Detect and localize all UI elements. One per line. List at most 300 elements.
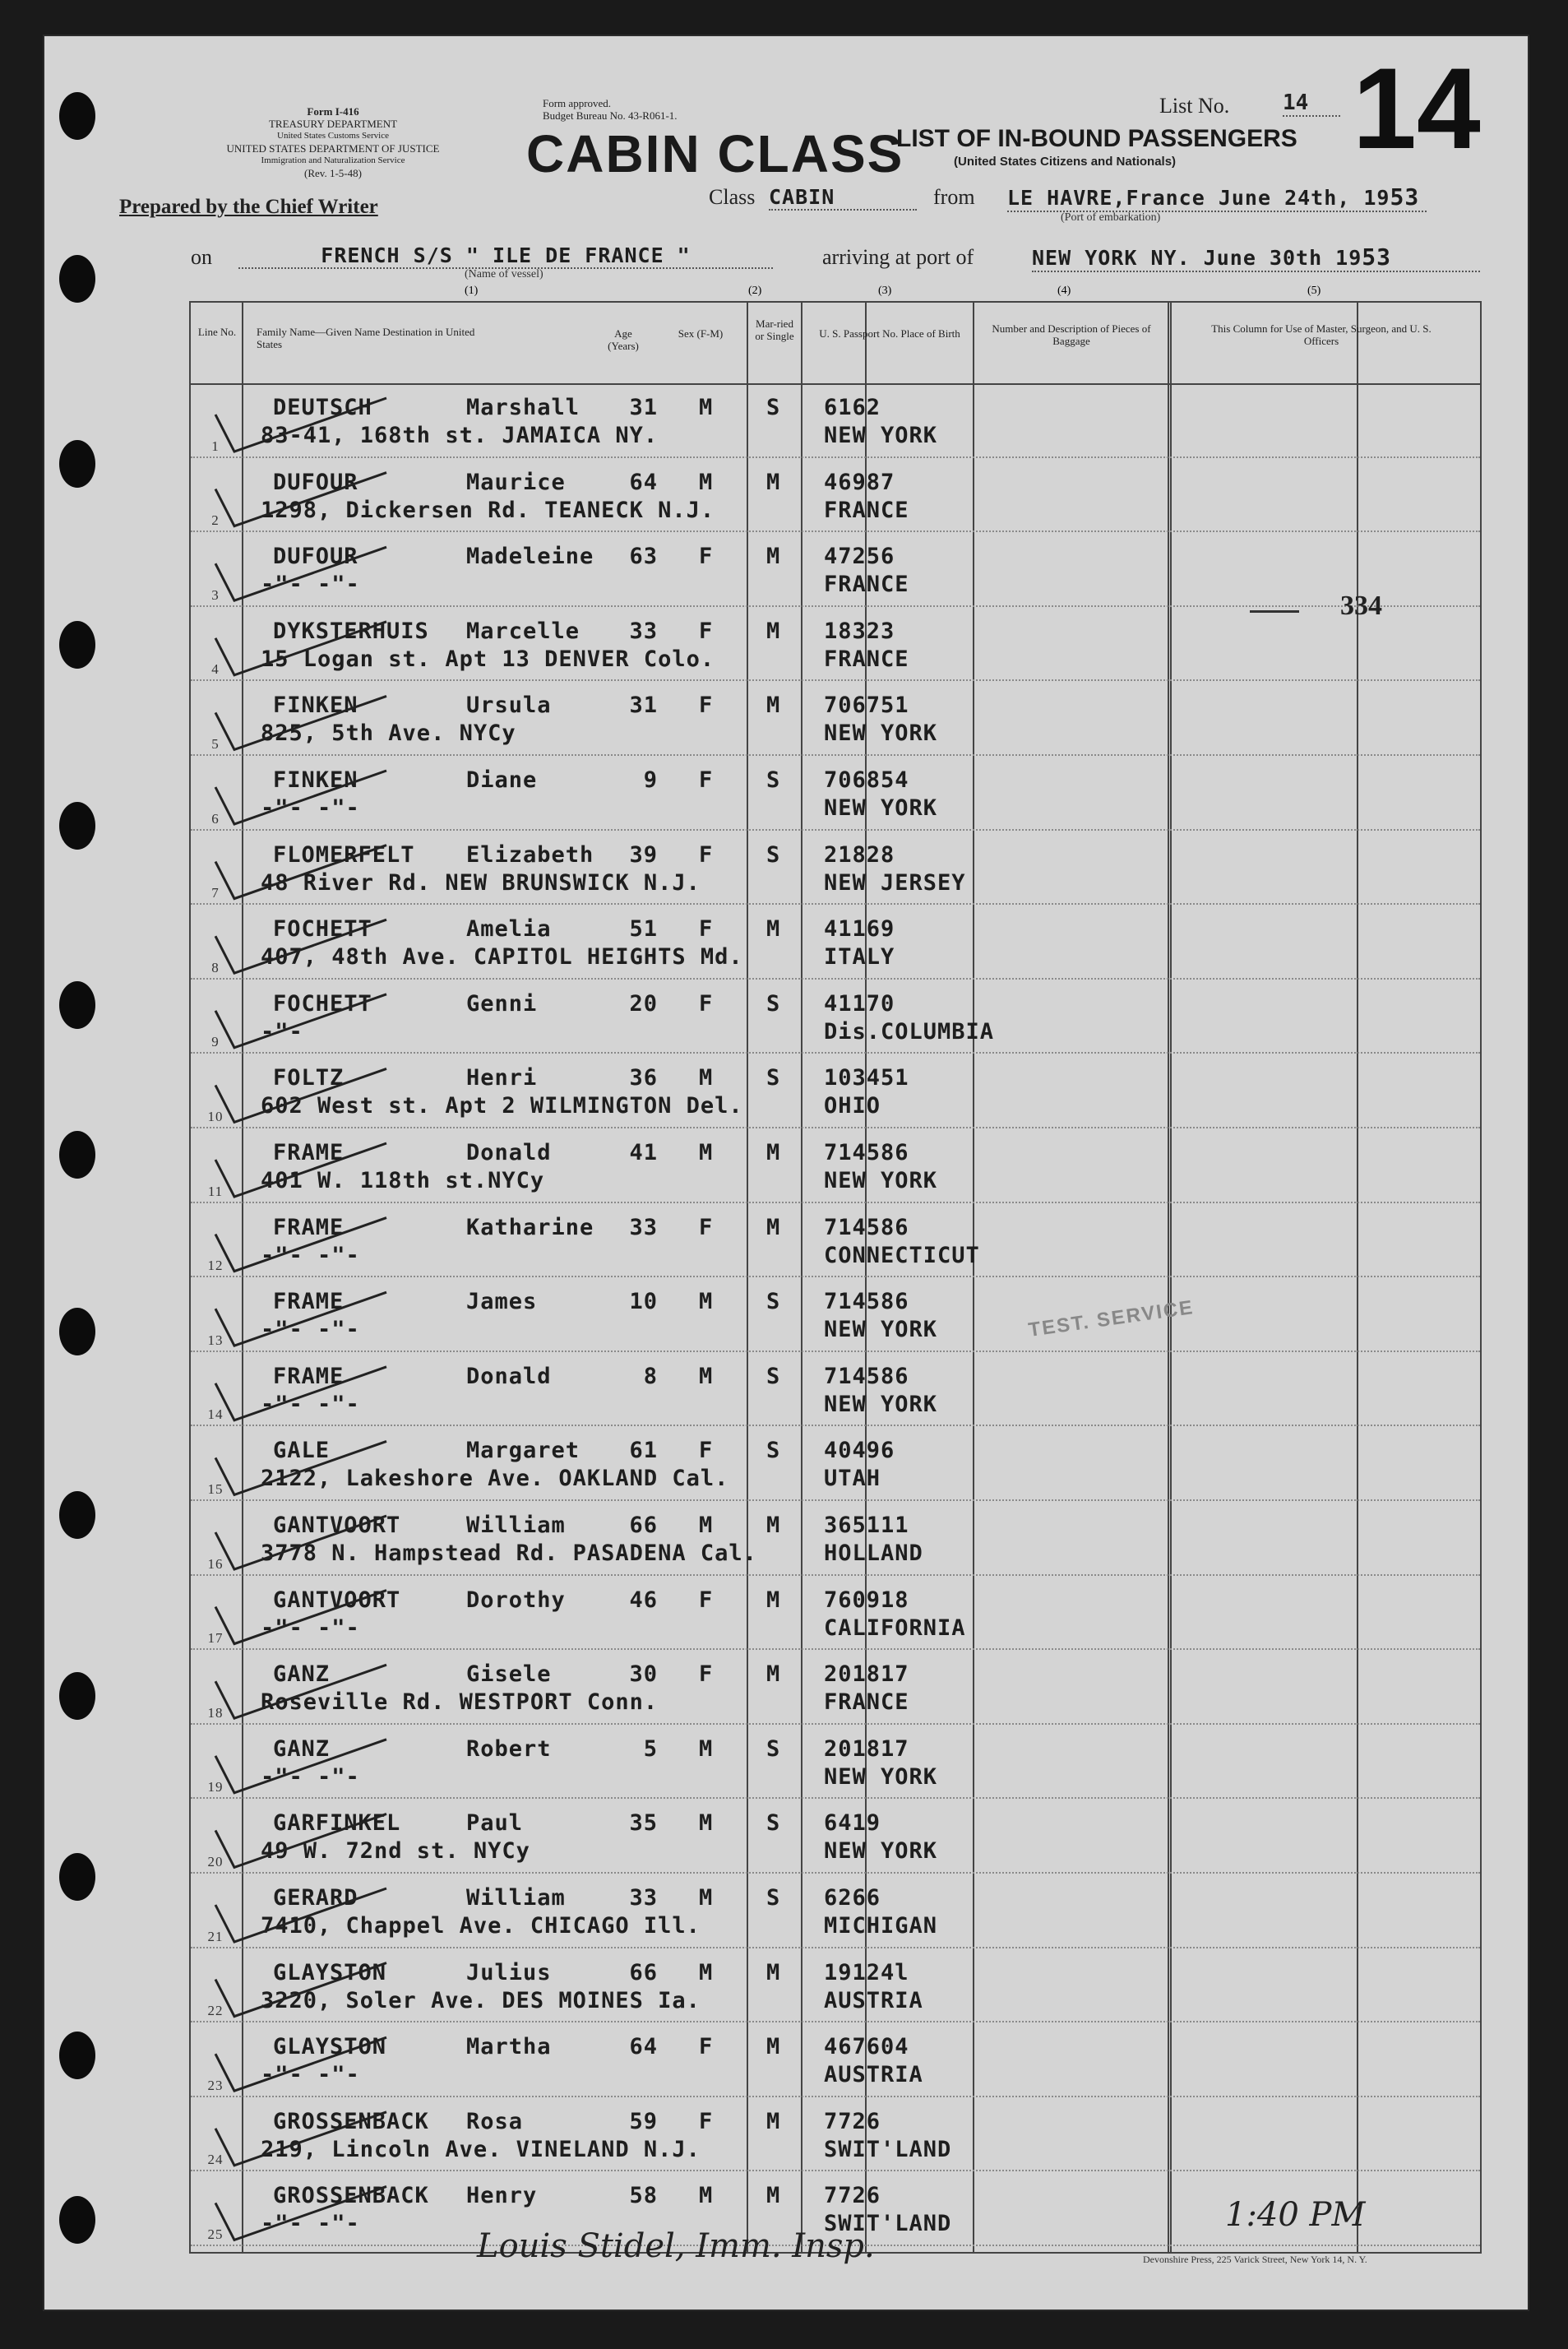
- family-name: DUFOUR: [273, 544, 358, 570]
- table-row: [191, 1501, 1480, 1576]
- destination-address: -"- -"-: [261, 1615, 360, 1641]
- age: 31: [629, 395, 658, 420]
- binder-hole: [59, 981, 95, 1029]
- from-year: 53: [1390, 183, 1420, 211]
- destination-address: 219, Lincoln Ave. VINELAND N.J.: [261, 2136, 701, 2162]
- place-of-birth: FRANCE: [824, 572, 909, 598]
- age: 9: [643, 767, 658, 793]
- destination-address: -"- -"-: [261, 1763, 360, 1790]
- age: 58: [629, 2183, 658, 2209]
- passport-number: 6162: [824, 395, 881, 420]
- marital-status: S: [766, 1289, 781, 1315]
- place-of-birth: NEW JERSEY: [824, 869, 966, 896]
- given-name: Ursula: [466, 693, 552, 719]
- given-name: Paul: [466, 1810, 524, 1837]
- destination-address: -"- -"-: [261, 1317, 360, 1343]
- age: 59: [629, 2108, 658, 2134]
- line-number: 7: [211, 885, 220, 901]
- col-num-4: (4): [1057, 285, 1071, 297]
- given-name: William: [466, 1885, 566, 1911]
- given-name: William: [466, 1513, 566, 1538]
- age: 64: [629, 469, 658, 495]
- binder-hole: [59, 255, 95, 303]
- given-name: Maurice: [466, 469, 566, 495]
- age: 33: [629, 1214, 658, 1240]
- given-name: Rosa: [466, 2108, 524, 2134]
- vessel-value: FRENCH S/S " ILE DE FRANCE ": [238, 243, 773, 269]
- table-row: [191, 1948, 1480, 2023]
- family-name: FOLTZ: [273, 1065, 345, 1091]
- passport-number: 7726: [824, 2108, 881, 2134]
- age: 30: [629, 1661, 658, 1688]
- table-row: [191, 1725, 1480, 1800]
- passport-number: 201817: [824, 1735, 909, 1762]
- place-of-birth: CONNECTICUT: [824, 1242, 980, 1268]
- given-name: James: [466, 1289, 538, 1315]
- marital-status: M: [766, 2034, 781, 2060]
- passport-number: 46987: [824, 469, 895, 495]
- place-of-birth: FRANCE: [824, 1689, 909, 1716]
- line-number: 16: [207, 1555, 224, 1572]
- sex: F: [699, 618, 714, 644]
- marital-status: M: [766, 1959, 781, 1985]
- destination-address: 401 W. 118th st.NYCy: [261, 1168, 545, 1193]
- inspector-signature: Louis Stidel, Imm. Insp.: [477, 2227, 875, 2265]
- passport-number: 41170: [824, 990, 895, 1017]
- given-name: Robert: [466, 1735, 552, 1762]
- sex: F: [699, 1214, 714, 1240]
- passport-number: 201817: [824, 1661, 909, 1688]
- given-name: Margaret: [466, 1438, 580, 1464]
- inspection-time: 1:40 PM: [1225, 2196, 1366, 2234]
- family-name: DUFOUR: [273, 469, 358, 495]
- place-of-birth: UTAH: [824, 1466, 881, 1492]
- big-list-number: 14: [1353, 44, 1481, 173]
- age: 46: [629, 1587, 658, 1613]
- place-of-birth: FRANCE: [824, 497, 909, 523]
- arriving-label: arriving at port of: [822, 245, 974, 269]
- officer-number: 334: [1340, 591, 1382, 621]
- family-name: DYKSTERHUIS: [273, 618, 429, 644]
- age: 63: [629, 544, 658, 570]
- family-name: FRAME: [273, 1140, 345, 1165]
- marital-status: S: [766, 1735, 781, 1762]
- age: 51: [629, 916, 658, 943]
- table-row: [191, 2097, 1480, 2172]
- table-row: [191, 681, 1480, 756]
- arrival-port-date: NEW YORK NY. June 30th 19: [1032, 246, 1362, 270]
- sex: F: [699, 841, 714, 868]
- passport-number: 6419: [824, 1810, 881, 1837]
- passport-number: 714586: [824, 1140, 909, 1165]
- table-row: [191, 2022, 1480, 2097]
- sex: M: [699, 1289, 714, 1315]
- line-number: 11: [207, 1183, 224, 1199]
- age: 41: [629, 1140, 658, 1165]
- treasury-label: TREASURY DEPARTMENT: [268, 118, 398, 130]
- table-row: [191, 831, 1480, 906]
- binder-hole: [59, 440, 95, 488]
- passport-number: 19124l: [824, 1959, 909, 1985]
- place-of-birth: NEW YORK: [824, 1317, 938, 1343]
- table-row: [191, 1426, 1480, 1501]
- marital-status: M: [766, 1214, 781, 1240]
- col-num-5: (5): [1307, 285, 1321, 297]
- table-row: [191, 1352, 1480, 1427]
- class-value: CABIN: [769, 185, 917, 211]
- place-of-birth: NEW YORK: [824, 1168, 938, 1193]
- given-name: Henry: [466, 2183, 538, 2209]
- form-number: Form I-416: [307, 105, 359, 118]
- from-value: [1007, 183, 1427, 212]
- rev-label: (Rev. 1-5-48): [304, 167, 362, 179]
- justice-label: UNITED STATES DEPARTMENT OF JUSTICE: [226, 142, 440, 155]
- list-number-label: List No.: [1159, 94, 1230, 118]
- form-approval-block: [543, 97, 678, 122]
- destination-address: 825, 5th Ave. NYCy: [261, 720, 516, 747]
- given-name: Elizabeth: [466, 841, 594, 868]
- sex: F: [699, 1587, 714, 1613]
- passport-number: 47256: [824, 544, 895, 570]
- line-number: 18: [207, 1704, 224, 1721]
- table-row: [191, 1128, 1480, 1203]
- family-name: GARFINKEL: [273, 1810, 401, 1837]
- sex: F: [699, 1438, 714, 1464]
- family-name: FRAME: [273, 1214, 345, 1240]
- age: 35: [629, 1810, 658, 1837]
- passport-number: 760918: [824, 1587, 909, 1613]
- table-row: [191, 458, 1480, 533]
- passport-number: 18323: [824, 618, 895, 644]
- passport-number: 714586: [824, 1363, 909, 1389]
- passport-number: 706751: [824, 693, 909, 719]
- place-of-birth: SWIT'LAND: [824, 2136, 952, 2162]
- given-name: Donald: [466, 1363, 552, 1389]
- destination-address: -"- -"-: [261, 795, 360, 821]
- binder-hole: [59, 1672, 95, 1720]
- given-name: Genni: [466, 990, 538, 1017]
- age: 61: [629, 1438, 658, 1464]
- given-name: Donald: [466, 1140, 552, 1165]
- destination-address: 48 River Rd. NEW BRUNSWICK N.J.: [261, 869, 701, 896]
- marital-status: M: [766, 544, 781, 570]
- marital-status: S: [766, 990, 781, 1017]
- table-row: [191, 1054, 1480, 1128]
- place-of-birth: NEW YORK: [824, 423, 938, 448]
- sex: F: [699, 693, 714, 719]
- line-number: 22: [207, 2003, 224, 2019]
- place-of-birth: SWIT'LAND: [824, 2211, 952, 2237]
- line-number: 8: [211, 959, 220, 975]
- prepared-by: Prepared by the Chief Writer: [119, 196, 378, 218]
- family-name: FINKEN: [273, 767, 358, 793]
- family-name: FOCHETT: [273, 916, 372, 943]
- family-name: GALE: [273, 1438, 331, 1464]
- place-of-birth: AUSTRIA: [824, 1987, 923, 2013]
- sex: M: [699, 1885, 714, 1911]
- place-of-birth: NEW YORK: [824, 720, 938, 747]
- destination-address: 3220, Soler Ave. DES MOINES Ia.: [261, 1987, 701, 2013]
- place-of-birth: NEW YORK: [824, 1763, 938, 1790]
- marital-status: S: [766, 1810, 781, 1837]
- destination-address: 7410, Chappel Ave. CHICAGO Ill.: [261, 1913, 701, 1939]
- marital-status: M: [766, 916, 781, 943]
- from-port-date: LE HAVRE,France June 24th, 19: [1007, 186, 1390, 210]
- age: 66: [629, 1513, 658, 1538]
- family-name: GROSSENBACK: [273, 2108, 429, 2134]
- given-name: Madeleine: [466, 544, 594, 570]
- sex: M: [699, 395, 714, 420]
- sex: M: [699, 1140, 714, 1165]
- binder-hole: [59, 2196, 95, 2244]
- marital-status: S: [766, 395, 781, 420]
- sex: F: [699, 1661, 714, 1688]
- sex: M: [699, 1735, 714, 1762]
- table-row: [191, 383, 1480, 458]
- given-name: Julius: [466, 1959, 552, 1985]
- destination-address: -"- -"-: [261, 2062, 360, 2088]
- marital-status: M: [766, 1513, 781, 1538]
- given-name: Amelia: [466, 916, 552, 943]
- marital-status: M: [766, 618, 781, 644]
- place-of-birth: HOLLAND: [824, 1541, 923, 1566]
- sex: F: [699, 916, 714, 943]
- printer-imprint: Devonshire Press, 225 Varick Street, New York 14, N. Y.: [1143, 2254, 1367, 2265]
- col-header-sex: Sex (F-M): [678, 327, 724, 340]
- given-name: Dorothy: [466, 1587, 566, 1613]
- line-number: 14: [207, 1406, 224, 1423]
- table-row: [191, 607, 1480, 682]
- sex: F: [699, 2034, 714, 2060]
- passport-number: 7726: [824, 2183, 881, 2209]
- marital-status: M: [766, 2183, 781, 2209]
- line-number: 17: [207, 1630, 224, 1647]
- age: 39: [629, 841, 658, 868]
- table-row: [191, 905, 1480, 980]
- line-number: 4: [211, 661, 220, 678]
- destination-address: -"- -"-: [261, 2211, 360, 2237]
- age: 5: [643, 1735, 658, 1762]
- family-name: DEUTSCH: [273, 395, 372, 420]
- col-header-age: Age (Years): [608, 327, 639, 352]
- cabin-class-title: CABIN CLASS: [526, 124, 904, 183]
- given-name: Gisele: [466, 1661, 552, 1688]
- place-of-birth: NEW YORK: [824, 1391, 938, 1417]
- table-row: [191, 980, 1480, 1054]
- line-number: 24: [207, 2152, 224, 2168]
- passport-number: 714586: [824, 1289, 909, 1315]
- binder-hole: [59, 1308, 95, 1355]
- given-name: Katharine: [466, 1214, 594, 1240]
- sex: M: [699, 1065, 714, 1091]
- given-name: Marshall: [466, 395, 580, 420]
- list-subtitle: (United States Citizens and Nationals): [954, 155, 1177, 169]
- age: 66: [629, 1959, 658, 1985]
- age: 33: [629, 618, 658, 644]
- place-of-birth: AUSTRIA: [824, 2062, 923, 2088]
- marital-status: S: [766, 1363, 781, 1389]
- line-number: 25: [207, 2226, 224, 2242]
- table-row: [191, 1576, 1480, 1651]
- destination-address: -"- -"-: [261, 1391, 360, 1417]
- family-name: GANZ: [273, 1661, 331, 1688]
- family-name: GANZ: [273, 1735, 331, 1762]
- sex: F: [699, 767, 714, 793]
- marital-status: S: [766, 1885, 781, 1911]
- vessel-caption: (Name of vessel): [465, 268, 543, 280]
- line-number: 13: [207, 1332, 224, 1348]
- sex: F: [699, 544, 714, 570]
- table-row: [191, 1650, 1480, 1725]
- faded-stamp: TEST. SERVICE: [1027, 1296, 1196, 1341]
- family-name: FOCHETT: [273, 990, 372, 1017]
- destination-address: -"-: [261, 1018, 303, 1045]
- destination-address: 2122, Lakeshore Ave. OAKLAND Cal.: [261, 1466, 729, 1492]
- line-number: 12: [207, 1258, 224, 1274]
- arrival-value: [1032, 243, 1480, 272]
- arrival-year: 53: [1362, 243, 1392, 271]
- sex: M: [699, 1959, 714, 1985]
- line-number: 10: [207, 1108, 224, 1124]
- ins-label: Immigration and Naturalization Service: [261, 155, 405, 165]
- passport-number: 40496: [824, 1438, 895, 1464]
- line-number: 3: [211, 586, 220, 603]
- on-label: on: [191, 245, 212, 269]
- passport-number: 714586: [824, 1214, 909, 1240]
- line-number: 21: [207, 1928, 224, 1944]
- sex: M: [699, 1363, 714, 1389]
- given-name: Henri: [466, 1065, 538, 1091]
- family-name: FRAME: [273, 1289, 345, 1315]
- sex: M: [699, 469, 714, 495]
- passenger-table: [189, 301, 1482, 2254]
- sex: F: [699, 2108, 714, 2134]
- place-of-birth: NEW YORK: [824, 795, 938, 821]
- given-name: Diane: [466, 767, 538, 793]
- marital-status: M: [766, 693, 781, 719]
- family-name: GLAYSTON: [273, 1959, 387, 1985]
- destination-address: 83-41, 168th st. JAMAICA NY.: [261, 423, 659, 448]
- marital-status: M: [766, 1140, 781, 1165]
- table-row: [191, 1203, 1480, 1278]
- binder-hole: [59, 1853, 95, 1901]
- marital-status: S: [766, 767, 781, 793]
- place-of-birth: Dis.COLUMBIA: [824, 1018, 995, 1045]
- destination-address: 3778 N. Hampstead Rd. PASADENA Cal.: [261, 1541, 757, 1566]
- age: 33: [629, 1885, 658, 1911]
- age: 64: [629, 2034, 658, 2060]
- port-embarkation-caption: (Port of embarkation): [1061, 211, 1161, 224]
- line-number: 2: [211, 512, 220, 529]
- sex: F: [699, 990, 714, 1017]
- binder-hole: [59, 802, 95, 850]
- table-row: [191, 1799, 1480, 1874]
- customs-label: United States Customs Service: [277, 131, 389, 141]
- destination-address: Roseville Rd. WESTPORT Conn.: [261, 1689, 659, 1716]
- list-number-value: 14: [1283, 90, 1340, 117]
- place-of-birth: OHIO: [824, 1093, 881, 1119]
- family-name: FINKEN: [273, 693, 358, 719]
- officer-dash-mark: [1250, 610, 1299, 613]
- destination-address: 602 West st. Apt 2 WILMINGTON Del.: [261, 1093, 743, 1119]
- approval-label: Form approved.: [543, 97, 612, 109]
- line-number: 19: [207, 1779, 224, 1795]
- binder-hole: [59, 1131, 95, 1179]
- place-of-birth: CALIFORNIA: [824, 1615, 966, 1641]
- table-row: [191, 1874, 1480, 1948]
- place-of-birth: FRANCE: [824, 646, 909, 672]
- passport-number: 6266: [824, 1885, 881, 1911]
- col-header-baggage: Number and Description of Pieces of Baggage: [992, 322, 1151, 347]
- col-num-3: (3): [878, 285, 892, 297]
- destination-address: 407, 48th Ave. CAPITOL HEIGHTS Md.: [261, 944, 743, 971]
- budget-label: Budget Bureau No. 43-R061-1.: [543, 109, 678, 122]
- place-of-birth: ITALY: [824, 944, 895, 971]
- list-title: LIST OF IN-BOUND PASSENGERS: [896, 125, 1297, 152]
- place-of-birth: MICHIGAN: [824, 1913, 938, 1939]
- age: 36: [629, 1065, 658, 1091]
- from-label: from: [933, 185, 975, 209]
- age: 8: [643, 1363, 658, 1389]
- family-name: FLOMERFELT: [273, 841, 415, 868]
- passport-number: 41169: [824, 916, 895, 943]
- col-num-2: (2): [748, 285, 762, 297]
- given-name: Martha: [466, 2034, 552, 2060]
- sex: M: [699, 1513, 714, 1538]
- family-name: GLAYSTON: [273, 2034, 387, 2060]
- table-row: [191, 756, 1480, 831]
- line-number: 5: [211, 735, 220, 752]
- col-header-line: Line No.: [197, 326, 237, 338]
- destination-address: 49 W. 72nd st. NYCy: [261, 1838, 530, 1865]
- sex: M: [699, 1810, 714, 1837]
- passport-number: 467604: [824, 2034, 909, 2060]
- line-number: 15: [207, 1480, 224, 1497]
- class-label: Class: [709, 185, 756, 209]
- marital-status: M: [766, 2108, 781, 2134]
- age: 31: [629, 693, 658, 719]
- destination-address: 1298, Dickersen Rd. TEANECK N.J.: [261, 497, 715, 523]
- destination-address: -"- -"-: [261, 1242, 360, 1268]
- marital-status: M: [766, 1661, 781, 1688]
- form-agency-block: [185, 105, 481, 179]
- place-of-birth: NEW YORK: [824, 1838, 938, 1865]
- binder-hole: [59, 621, 95, 669]
- binder-hole: [59, 92, 95, 140]
- line-number: 23: [207, 2077, 224, 2093]
- table-row: [191, 532, 1480, 607]
- line-number: 1: [211, 438, 220, 454]
- destination-address: 15 Logan st. Apt 13 DENVER Colo.: [261, 646, 715, 672]
- destination-address: -"- -"-: [261, 572, 360, 598]
- marital-status: S: [766, 841, 781, 868]
- family-name: GANTVOORT: [273, 1587, 401, 1613]
- col-num-1: (1): [465, 285, 479, 297]
- line-number: 9: [211, 1034, 220, 1050]
- binder-hole: [59, 1491, 95, 1539]
- col-header-name: Family Name—Given Name Destination in United States: [257, 326, 475, 350]
- marital-status: S: [766, 1438, 781, 1464]
- family-name: GROSSENBACK: [273, 2183, 429, 2209]
- marital-status: M: [766, 1587, 781, 1613]
- family-name: GERARD: [273, 1885, 358, 1911]
- passport-number: 21828: [824, 841, 895, 868]
- given-name: Marcelle: [466, 618, 580, 644]
- marital-status: S: [766, 1065, 781, 1091]
- col-header-passport: U. S. Passport No. Place of Birth: [819, 327, 960, 340]
- family-name: GANTVOORT: [273, 1513, 401, 1538]
- line-number: 6: [211, 810, 220, 827]
